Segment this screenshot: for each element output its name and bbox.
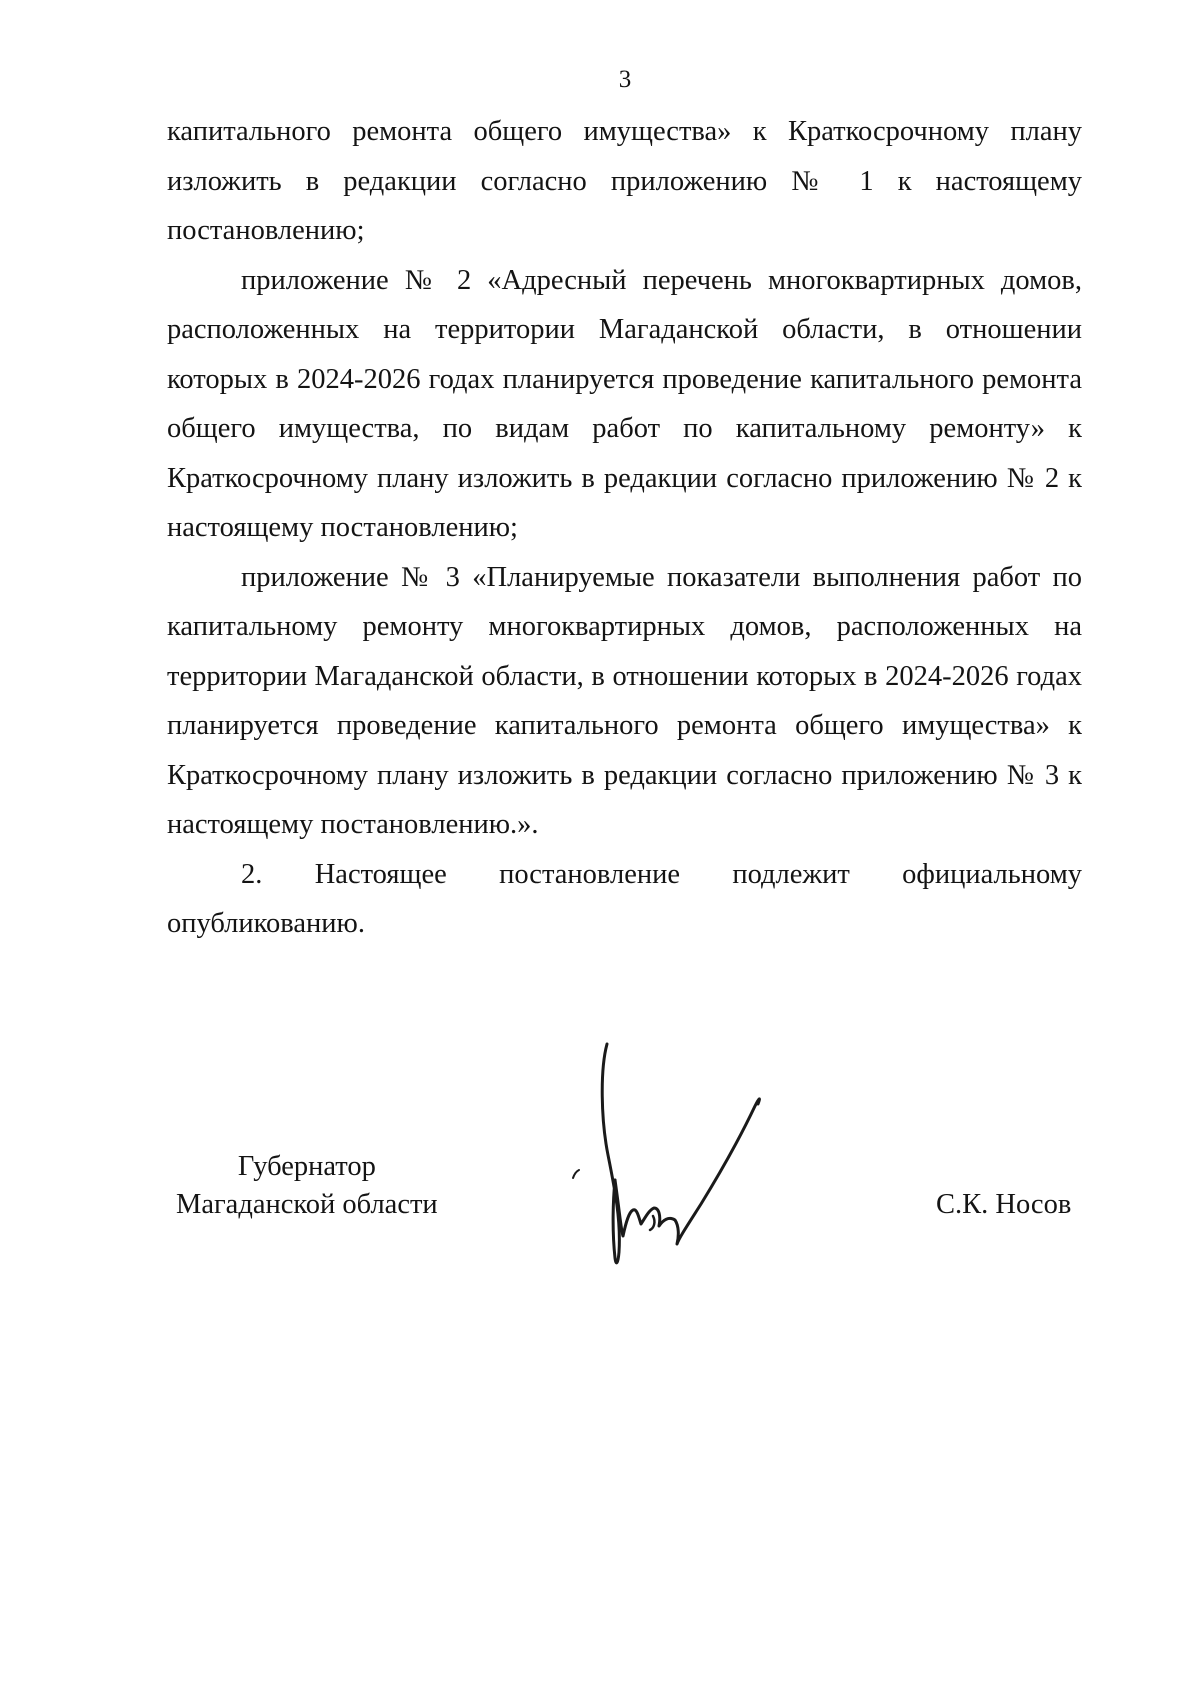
page-number: 3 [618, 66, 632, 93]
paragraph-appendix-2: приложение № 2 «Адресный перечень многоквартирных домов, расположенных на территории Магаданской области, в отношении которых в 2024-2026 годах планируется проведение капитального ремонта общего имущества, по видам работ по капитальному ремонту» к Краткосрочному плану изложить в редакции согласно приложению № 2 к настоящему постановлению; [167, 264, 1082, 543]
paragraph-continuation: капитального ремонта общего имущества» к Краткосрочному плану изложить в редакции согласно приложению № 1 к настоящему постановлению; [167, 116, 1082, 246]
signer-position-line-1: Губернатор [237, 1151, 376, 1182]
signer-name: С.К. Носов [936, 1189, 1072, 1220]
signer-position [176, 1148, 438, 1224]
document-body [167, 107, 1082, 949]
paragraph-publication: 2. Настоящее постановление подлежит официальному опубликованию. [167, 858, 1082, 939]
paragraph-appendix-3: приложение № 3 «Планируемые показатели выполнения работ по капитальному ремонту многоквартирных домов, расположенных на территории Магаданской области, в отношении которых в 2024-2026 годах планируется проведение капитального ремонта общего имущества» к Краткосрочному плану изложить в редакции согласно приложению № 3 к настоящему постановлению.». [167, 561, 1082, 840]
handwritten-signature [555, 1040, 825, 1280]
signer-position-line-2: Магаданской области [176, 1189, 438, 1220]
